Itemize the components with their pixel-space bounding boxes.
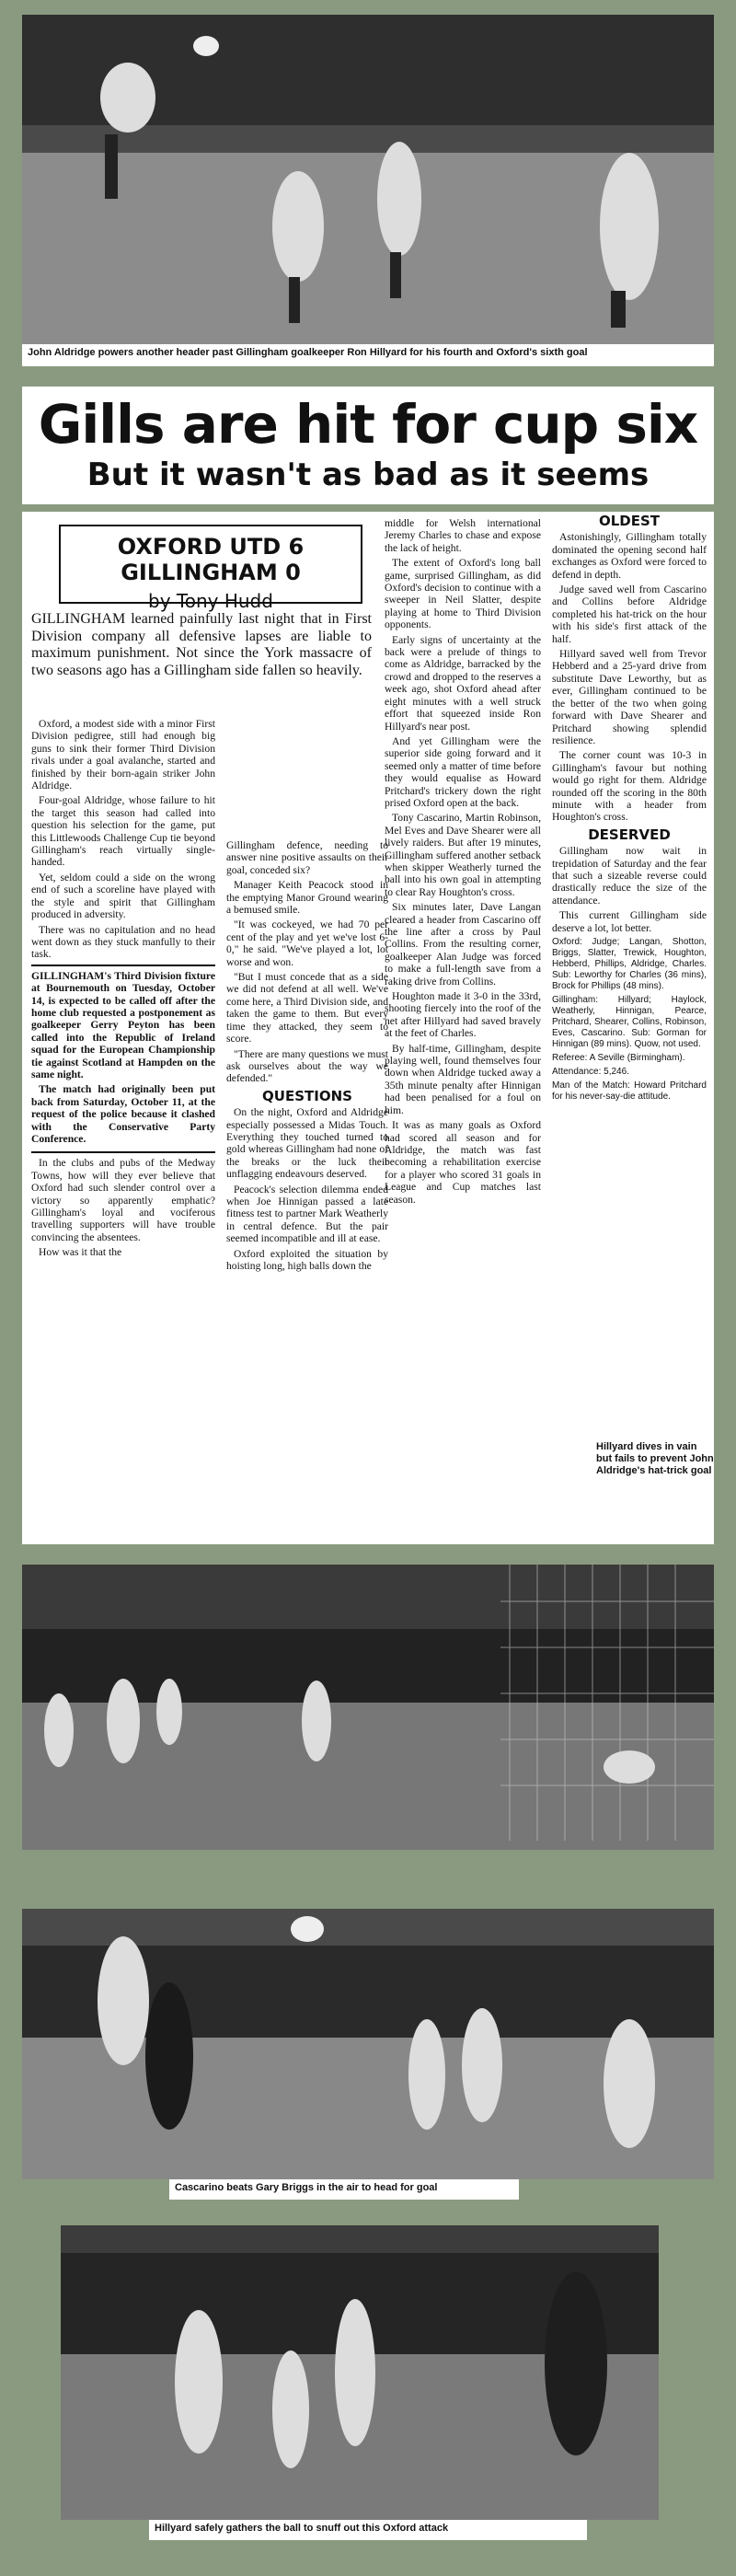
fixture-notice: [31, 965, 215, 1154]
team-lineups: [552, 937, 707, 1103]
col2-p4: "But I must concede that as a side we did not defend at all well. We've come here, a Third Division side, and taken the game to them. But every time they attacked, they seem to score.: [226, 971, 388, 1045]
col3-p4: And yet Gillingham were the superior side going forward and it seemed only a matter of time before they would equalise as Howard Pritchard's trickery down the right prised Oxford open at the back.: [385, 734, 541, 809]
article: [22, 512, 714, 1544]
col2-p3: "It was cockeyed, we had 70 per cent of the play and yet we've lost 6-0," he said. "We've played a lot, lot worse and won.: [226, 918, 388, 968]
col3-p8: By half-time, Gillingham, despite playing well, found themselves four down when Aldridge tucked away a 35th minute penalty after Hinnigan had been penalised for a foul on him.: [385, 1042, 541, 1116]
col1-p5: In the clubs and pubs of the Medway Towns, how will they ever believe that Oxford had such slender control over a victory so apparently emphatic? Gillingham's loyal and vociferous travelling supporters will have trouble convincing the absentees.: [31, 1157, 215, 1243]
gillingham-lineup: Gillingham: Hillyard; Haylock, Weatherly, Hinnigan, Pearce, Pritchard, Shearer, Collins, Robinson, Eves, Cascarino. Sub: Gorman for Hinnigan (89 mins). Quow, not used.: [552, 995, 707, 1049]
cascarino-caption: Cascarino beats Gary Briggs in the air to head for goal: [169, 2179, 519, 2200]
col2-p2: Manager Keith Peacock stood in the emptying Manor Ground wearing a bemused smile.: [226, 879, 388, 917]
col2-p1: Gillingham defence, needing to answer nine positive assaults on their goal, conceded six?: [226, 839, 388, 876]
column-2: [226, 839, 388, 1275]
subhead-deserved: DESERVED: [588, 826, 671, 843]
col1-p1: Oxford, a modest side with a minor First Division pedigree, still had enough big guns to sink their former Third Division rivals under a goal avalanche, started and finished by their born-again striker John Aldridge.: [31, 718, 215, 792]
man-of-the-match: Man of the Match: Howard Pritchard for his never-say-die attitude.: [552, 1080, 707, 1102]
col4-p3: Hillyard saved well from Trevor Hebberd and a 25-yard drive from substitute Dave Leworthy, but as ever, Gillingham continued to be the better of the two when going forward with Dave Shearer and Pritchard showing splendid resilience.: [552, 648, 707, 746]
headline-box: [22, 387, 714, 504]
oxford-lineup: Oxford: Judge; Langan, Shotton, Briggs, Slatter, Trewick, Houghton, Hebberd, Phillips, Aldridge, Charles. Sub: Leworthy for Charles (36 mins), Brock for Phillips (48 mins).: [552, 937, 707, 991]
col1-p2: Four-goal Aldridge, whose failure to hit the target this season had called into question his selection for the game, put this Littlewoods Challenge Cup tie beyond Gillingham's reach virtually single-handed.: [31, 794, 215, 869]
top-match-photo: [22, 15, 714, 344]
subheadline: But it wasn't as bad as it seems: [86, 456, 650, 493]
col3-p3: Early signs of uncertainty at the back were a prelude of things to come as Aldridge, barracked by the crowd and dropped to the reserves a week ago, shot Oxford ahead after eight minutes with a well struck effort that squeezed inside Ron Hillyard's near post.: [385, 633, 541, 733]
col3-p6: Six minutes later, Dave Langan cleared a header from Cascarino off the line after a cross by Paul Collins. From the resulting corner, goalkeeper Alan Judge was forced to make a full-length save from a raking drive from Collins.: [385, 901, 541, 988]
subhead-questions: QUESTIONS: [262, 1087, 352, 1104]
col4-p2: Judge saved well from Cascarino and Collins before Aldridge completed his hat-trick on the hour with his side's first attack of the half.: [552, 583, 707, 645]
fixture-notice-p1: GILLINGHAM's Third Division fixture at Bournemouth on Tuesday, October 14, is expected to be called off after the home club requested a postponement as goalkeeper Gerry Peyton has been called into the Republic of Ireland squad for the European Championship tie against Scotland at Hampden on the same night.: [31, 969, 215, 1080]
score-box: [59, 525, 362, 612]
col1-p3: Yet, seldom could a side on the wrong end of such a scoreline have played with the style and spirit that Gillingham produced in adversity.: [31, 871, 215, 921]
column-3: [385, 517, 541, 1208]
col4-p4: The corner count was 10-3 in Gillingham's favour but nothing would go right for them. Aldridge rounded off the scoring in the 80th minute with a header from Houghton's cross.: [552, 749, 707, 824]
column-1: [31, 718, 215, 1262]
col1-p4: There was no capitulation and no head went down as they stuck manfully to their task.: [31, 923, 215, 961]
attendance: Attendance: 5,246.: [552, 1067, 629, 1077]
col3-p5: Tony Cascarino, Martin Robinson, Mel Eves and Dave Shearer were all lively raiders. But after 19 minutes, Gillingham suffered another setback when skipper Weatherly turned the ball into his own goal in attempting to clear Ray Houghton's cross.: [385, 812, 541, 898]
col3-p9: It was as many goals as Oxford had scored all season and for Aldridge, the match was fast becoming a rehabilitation exercise for a player who scored 31 goals in League and Cup matches last season.: [385, 1119, 541, 1206]
match-score: OXFORD UTD 6 GILLINGHAM 0: [117, 534, 305, 585]
col4-p1: Astonishingly, Gillingham totally dominated the opening second half exchanges as Oxford were forced to defend in depth.: [552, 531, 707, 581]
headline: Gills are hit for cup six: [38, 393, 698, 456]
cascarino-header-photo: [22, 1909, 714, 2179]
col2-p6: On the night, Oxford and Aldridge especially possessed a Midas Touch. Everything they touched turned to gold whereas Gillingham had none of the breaks or the luck their unflagging endeavours deserved.: [226, 1106, 388, 1181]
col4-p5: Gillingham now wait in trepidation of Saturday and the fear that such a sizeable reverse could drastically reduce the size of the attendance.: [552, 845, 707, 907]
referee: Referee: A Seville (Birmingham).: [552, 1053, 685, 1063]
hillyard-gathers-photo: [61, 2225, 659, 2520]
col2-p7: Peacock's selection dilemma ended when Joe Hinnigan passed a late fitness test to partner Mark Weatherly in central defence. But the pair seemed incompatible and ill at ease.: [226, 1183, 388, 1245]
hillyard-dives-caption: Hillyard dives in vain but fails to prevent John Aldridge's hat-trick goal: [596, 1441, 714, 1476]
subhead-oldest: OLDEST: [598, 513, 661, 529]
col2-p5: "There are many questions we must ask ourselves about the way we defended.": [226, 1047, 388, 1085]
gathers-caption: Hillyard safely gathers the ball to snuff out this Oxford attack: [149, 2520, 587, 2540]
column-4: [552, 515, 707, 1105]
hillyard-dives-photo: [22, 1565, 714, 1850]
col1-p6: How was it that the: [39, 1246, 122, 1259]
col2-p8: Oxford exploited the situation by hoisting long, high balls down the: [226, 1247, 388, 1272]
col3-p7: Houghton made it 3-0 in the 33rd, shooting fiercely into the roof of the net after Hillyard had saved bravely at the feet of Charles.: [385, 990, 541, 1040]
col4-p6: This current Gillingham side deserve a lot, lot better.: [552, 909, 707, 934]
col3-p1: middle for Welsh international Jeremy Charles to chase and expose the lack of height.: [385, 517, 541, 554]
top-photo-caption: John Aldridge powers another header past Gillingham goalkeeper Ron Hillyard for his fourth and Oxford's sixth goal: [22, 344, 714, 366]
byline: by Tony Hudd: [148, 590, 273, 612]
col3-p2: The extent of Oxford's long ball game, surprised Gillingham, as did Oxford's decision to continue with a sweeper in Neil Slatter, despite playing at home to Third Division opponents.: [385, 557, 541, 631]
fixture-notice-p2: The match had originally been put back from Saturday, October 11, at the request of the police because it clashed with the Conservative Party Conference.: [31, 1083, 215, 1145]
lead-paragraph: GILLINGHAM learned painfully last night that in First Division company all defensive lapses are liable to maximum punishment. Not since the York massacre of two seasons ago has a Gillingham side fallen so heavily.: [31, 611, 372, 678]
